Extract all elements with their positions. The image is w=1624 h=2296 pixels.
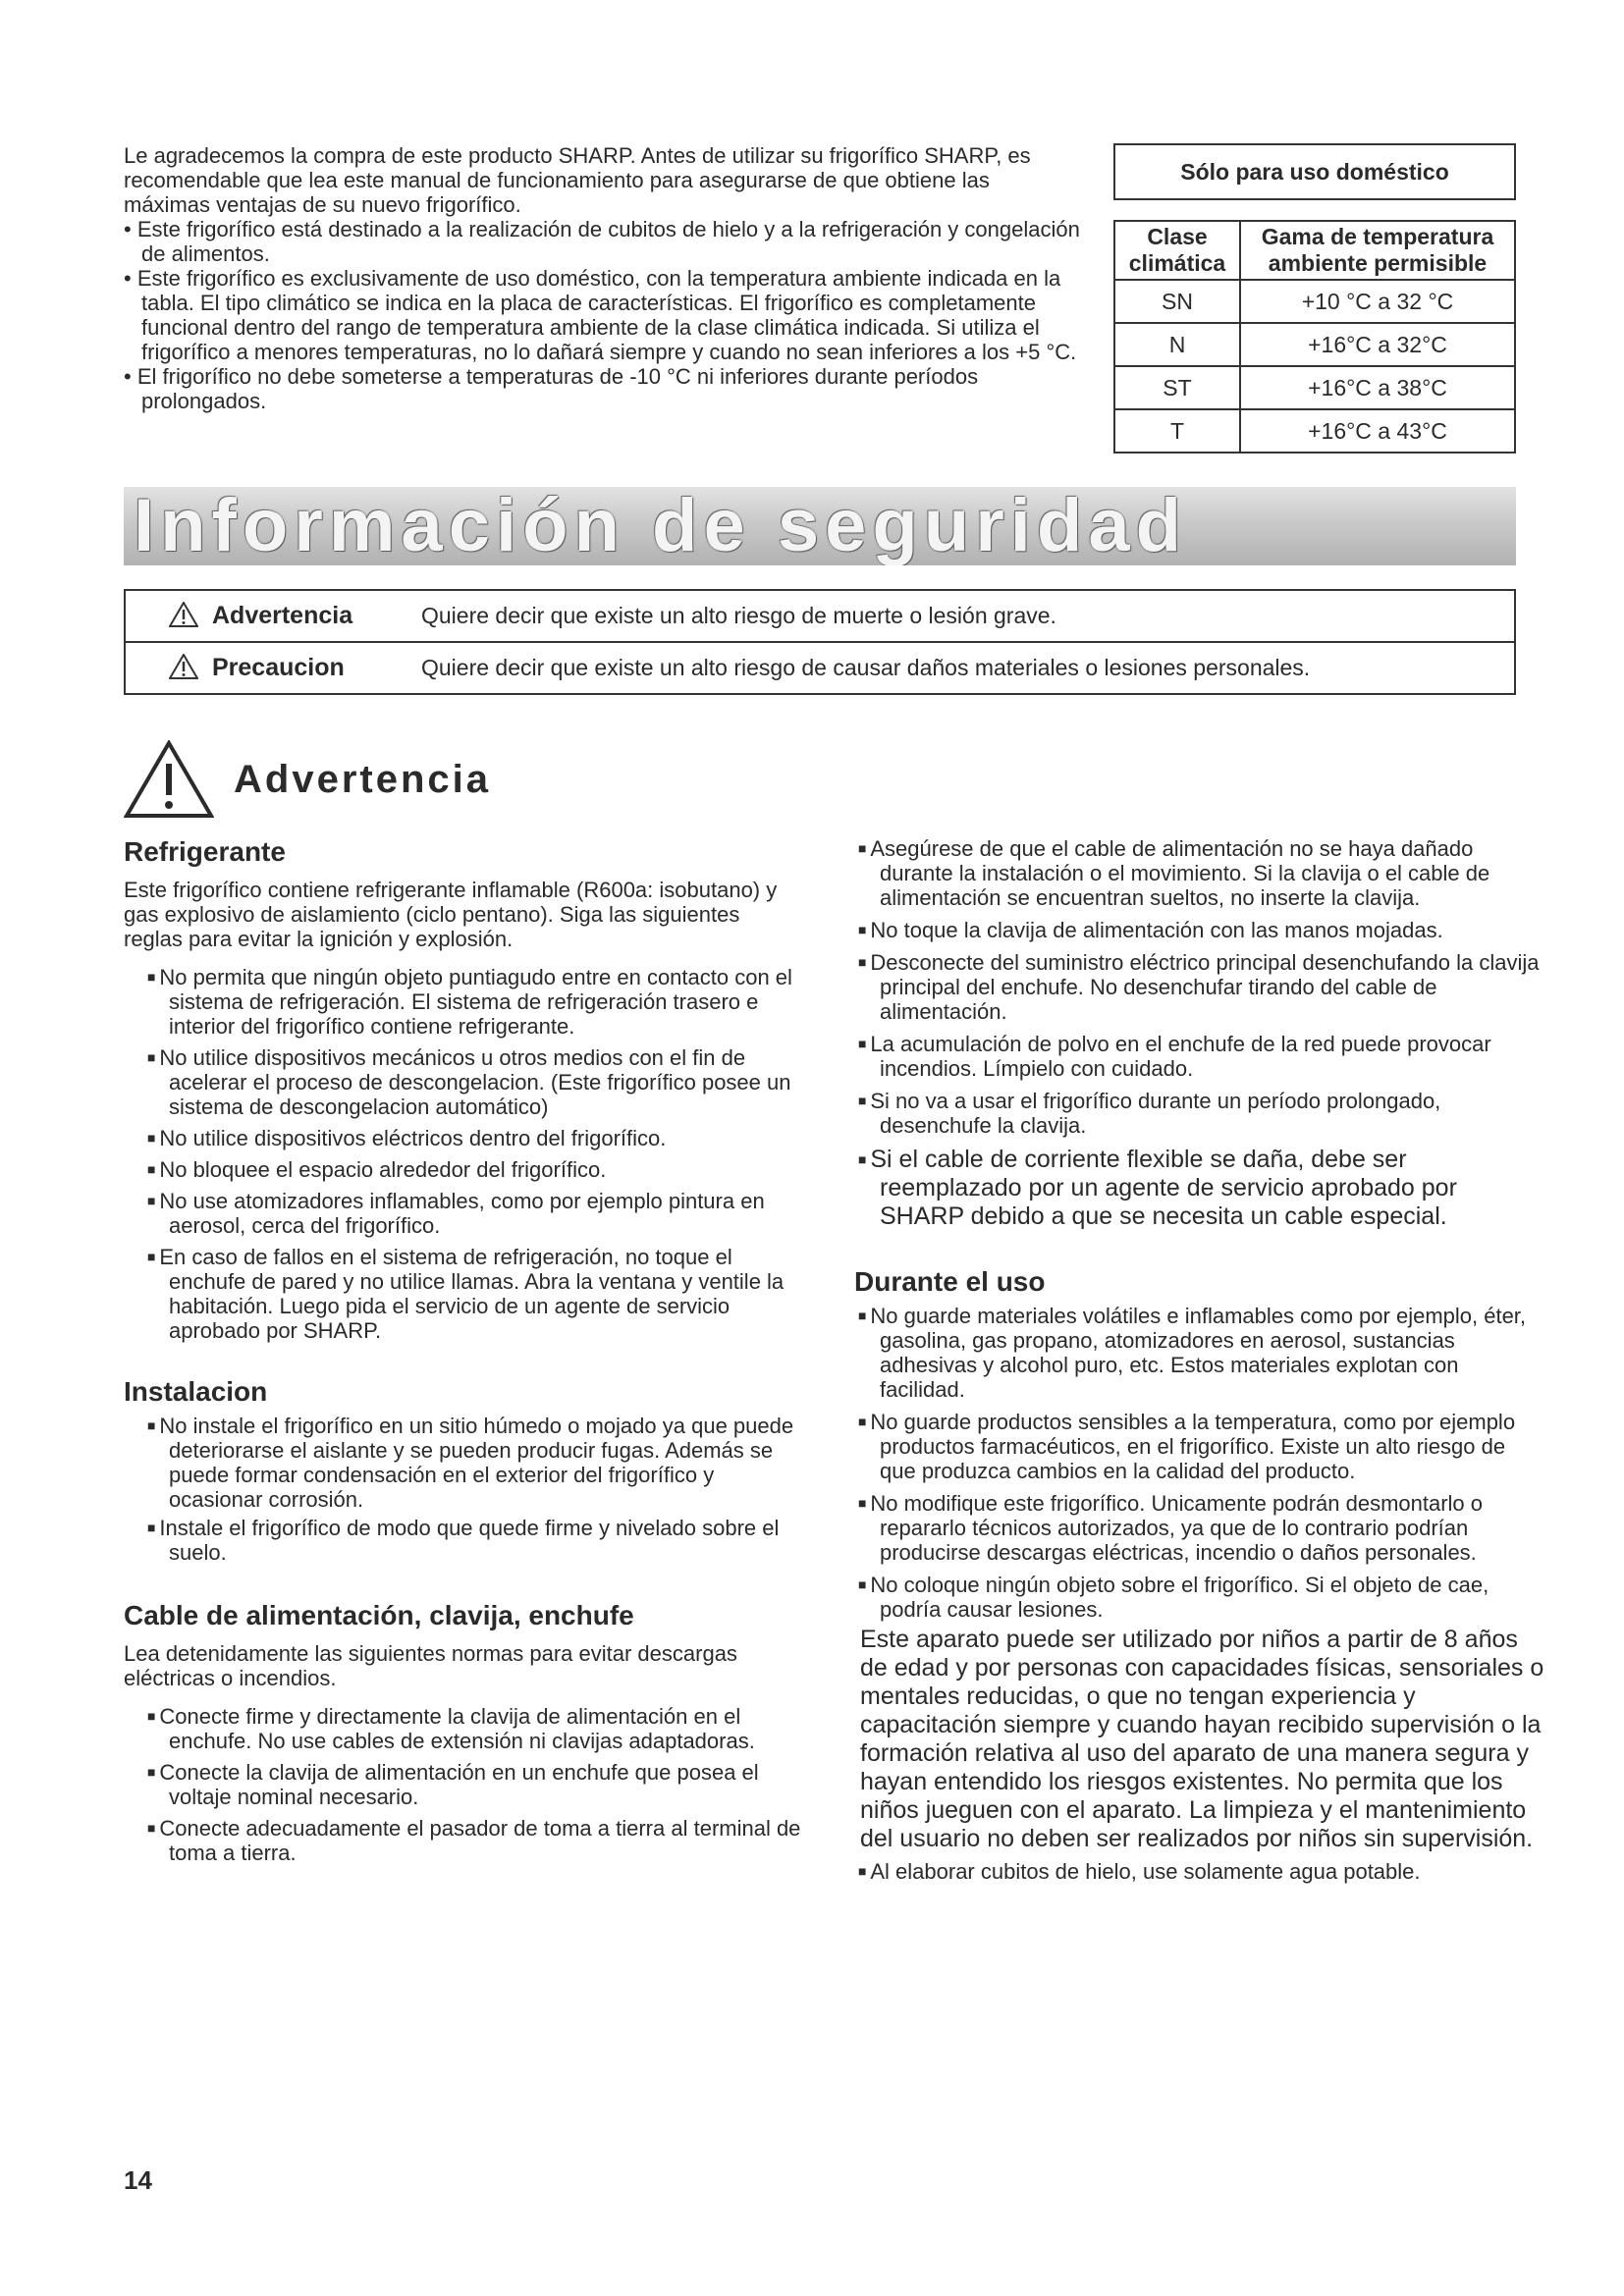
list-item: ■ No guarde materiales volátiles e inflamables como por ejemplo, éter, gasolina, gas propano, atomizadores en aerosol, sustancias adhesivas y alcohol puro, etc. Estos materiales explotan con facilidad. bbox=[858, 1304, 1545, 1402]
legend-term: Precaucion bbox=[125, 642, 421, 694]
warning-triangle-icon bbox=[169, 602, 198, 627]
list-item: ■ No permita que ningún objeto puntiagudo entre en contacto con el sistema de refrigeración. El sistema de refrigeración trasero e interior del frigorífico contiene refrigerante. bbox=[147, 965, 801, 1039]
instalacion-list bbox=[124, 1414, 801, 1565]
list-item: ■ Si no va a usar el frigorífico durante un período prolongado, desenchufe la clavija. bbox=[858, 1089, 1545, 1138]
table-row bbox=[125, 590, 1515, 642]
banner-title: Información de seguridad bbox=[134, 487, 1188, 565]
climate-class-table bbox=[1113, 220, 1516, 454]
intro-paragraph: Le agradecemos la compra de este producto SHARP. Antes de utilizar su frigorífico SHARP, es recomendable que lea este manual de funcionamiento para asegurarse de que obtiene las máximas ventajas de su nuevo frigorífico. bbox=[124, 143, 1031, 217]
temperature-range: +16°C a 38°C bbox=[1240, 366, 1515, 409]
temperature-range: +10 °C a 32 °C bbox=[1240, 280, 1515, 323]
list-item: ■ No toque la clavija de alimentación con las manos mojadas. bbox=[858, 918, 1545, 942]
hazard-legend-table bbox=[124, 589, 1516, 695]
section-banner bbox=[124, 487, 1516, 565]
children-notice: Este aparato puede ser utilizado por niños a partir de 8 años de edad y por personas con capacidades físicas, sensoriales o mentales reducidas, o que no tengan experiencia y capacitación siempre y cuando hayan recibido supervisión o la formación relativa al uso del aparato de una manera segura y hayan entendido los riesgos existentes. No permita que los niños jueguen con el aparato. La limpieza y el mantenimiento del usuario no deben ser realizados por niños sin supervisión. bbox=[860, 1626, 1544, 1852]
table-row bbox=[125, 642, 1515, 694]
temperature-header: Gama de temperatura ambiente permisible bbox=[1240, 221, 1515, 280]
temperature-range: +16°C a 43°C bbox=[1240, 409, 1515, 453]
intro-bullet: • Este frigorífico es exclusivamente de uso doméstico, con la temperatura ambiente indicada en la tabla. El tipo climático se indica en la placa de características. El frigorífico es completamente funcional dentro del rango de temperatura ambiente de la clase climática indicada. Si utiliza el frigorífico a menores temperaturas, no lo dañará siempre y cuando no sean inferiores a los +5 °C. bbox=[124, 266, 1077, 364]
table-row bbox=[1114, 280, 1515, 323]
refrigerante-intro: Este frigorífico contiene refrigerante inflamable (R600a: isobutano) y gas explosivo de aislamiento (ciclo pentano). Siga las siguientes reglas para evitar la ignición y explosión. bbox=[124, 878, 778, 951]
list-item: ■ No utilice dispositivos mecánicos u otros medios con el fin de acelerar el proceso de descongelacion. (Este frigorífico posee un sistema de descongelacion automático) bbox=[147, 1045, 801, 1119]
right-column bbox=[854, 836, 1545, 1884]
climate-header: Clase climática bbox=[1114, 221, 1240, 280]
section-title-durante: Durante el uso bbox=[854, 1266, 1046, 1297]
list-item: ■ La acumulación de polvo en el enchufe de la red puede provocar incendios. Límpielo con cuidado. bbox=[858, 1032, 1545, 1081]
list-item: ■ Conecte firme y directamente la clavija de alimentación en el enchufe. No use cables de extensión ni clavijas adaptadoras. bbox=[147, 1704, 801, 1753]
list-item: ■ No modifique este frigorífico. Unicamente podrán desmontarlo o repararlo técnicos autorizados, ya que de lo contrario podrían producirse descargas eléctricas, incendio o daños personales. bbox=[858, 1491, 1545, 1565]
section-title-refrigerante: Refrigerante bbox=[124, 836, 286, 867]
legend-term: Advertencia bbox=[125, 590, 421, 642]
list-item: ■ Al elaborar cubitos de hielo, use solamente agua potable. bbox=[858, 1859, 1545, 1884]
section-title-instalacion: Instalacion bbox=[124, 1376, 268, 1407]
list-item: ■ Desconecte del suministro eléctrico principal desenchufando la clavija principal del enchufe. No desenchufar tirando del cable de alimentación. bbox=[858, 950, 1545, 1024]
intro-bullet: • Este frigorífico está destinado a la realización de cubitos de hielo y a la refrigeración y congelación de alimentos. bbox=[124, 217, 1080, 266]
list-item: ■ No coloque ningún objeto sobre el frigorífico. Si el objeto de cae, podría causar lesiones. bbox=[858, 1573, 1545, 1622]
list-item: ■ Instale el frigorífico de modo que quede firme y nivelado sobre el suelo. bbox=[147, 1516, 801, 1565]
cable-intro: Lea detenidamente las siguientes normas para evitar descargas eléctricas o incendios. bbox=[124, 1641, 737, 1690]
section-title-cable: Cable de alimentación, clavija, enchufe bbox=[124, 1600, 634, 1630]
list-item: ■ En caso de fallos en el sistema de refrigeración, no toque el enchufe de pared y no utilice llamas. Abra la ventana y ventile la habitación. Luego pida el servicio de un agente de servicio aprobado por SHARP. bbox=[147, 1245, 801, 1343]
legend-description: Quiere decir que existe un alto riesgo de muerte o lesión grave. bbox=[421, 590, 1515, 642]
cable-list bbox=[124, 1704, 801, 1865]
warning-title: Advertencia bbox=[234, 757, 491, 801]
list-item: ■ No bloquee el espacio alrededor del frigorífico. bbox=[147, 1157, 801, 1182]
list-item: ■ Si el cable de corriente flexible se daña, debe ser reemplazado por un agente de servicio aprobado por SHARP debido a que se necesita un cable especial. bbox=[858, 1146, 1545, 1231]
list-item: ■ No guarde productos sensibles a la temperatura, como por ejemplo productos farmacéuticos, en el frigorífico. Existe un alto riesgo de que produzca cambios en la calidad del producto. bbox=[858, 1410, 1545, 1483]
list-item: ■ No utilice dispositivos eléctricos dentro del frigorífico. bbox=[147, 1126, 801, 1150]
table-row bbox=[1114, 366, 1515, 409]
list-item: ■ No instale el frigorífico en un sitio húmedo o mojado ya que puede deteriorarse el aislante y se pueden producir fugas. Además se puede formar condensación en el exterior del frigorífico y ocasionar corrosión. bbox=[147, 1414, 801, 1512]
caution-triangle-icon bbox=[169, 654, 198, 679]
climate-class: T bbox=[1114, 409, 1240, 453]
legend-description: Quiere decir que existe un alto riesgo de causar daños materiales o lesiones personales. bbox=[421, 642, 1515, 694]
climate-class: ST bbox=[1114, 366, 1240, 409]
warning-triangle-icon bbox=[124, 740, 214, 819]
warning-heading bbox=[124, 740, 491, 819]
intro-bullet: • El frigorífico no debe someterse a temperaturas de -10 °C ni inferiores durante períodos prolongados. bbox=[124, 364, 979, 413]
list-item: ■ Asegúrese de que el cable de alimentación no se haya dañado durante la instalación o el movimiento. Si la clavija o el cable de alimentación se encuentran sueltos, no inserte la clavija. bbox=[858, 836, 1545, 910]
intro-text bbox=[124, 143, 1081, 413]
left-column bbox=[124, 836, 801, 1865]
climate-class: N bbox=[1114, 323, 1240, 366]
list-item: ■ Conecte adecuadamente el pasador de toma a tierra al terminal de toma a tierra. bbox=[147, 1816, 801, 1865]
list-item: ■ Conecte la clavija de alimentación en un enchufe que posea el voltaje nominal necesario. bbox=[147, 1760, 801, 1809]
table-row bbox=[1114, 409, 1515, 453]
list-item: ■ No use atomizadores inflamables, como por ejemplo pintura en aerosol, cerca del frigorífico. bbox=[147, 1189, 801, 1238]
table-row bbox=[1114, 323, 1515, 366]
page-number: 14 bbox=[124, 2165, 152, 2195]
temperature-range: +16°C a 32°C bbox=[1240, 323, 1515, 366]
refrigerante-list bbox=[124, 965, 801, 1343]
domestic-use-box: Sólo para uso doméstico bbox=[1113, 143, 1516, 200]
climate-class: SN bbox=[1114, 280, 1240, 323]
